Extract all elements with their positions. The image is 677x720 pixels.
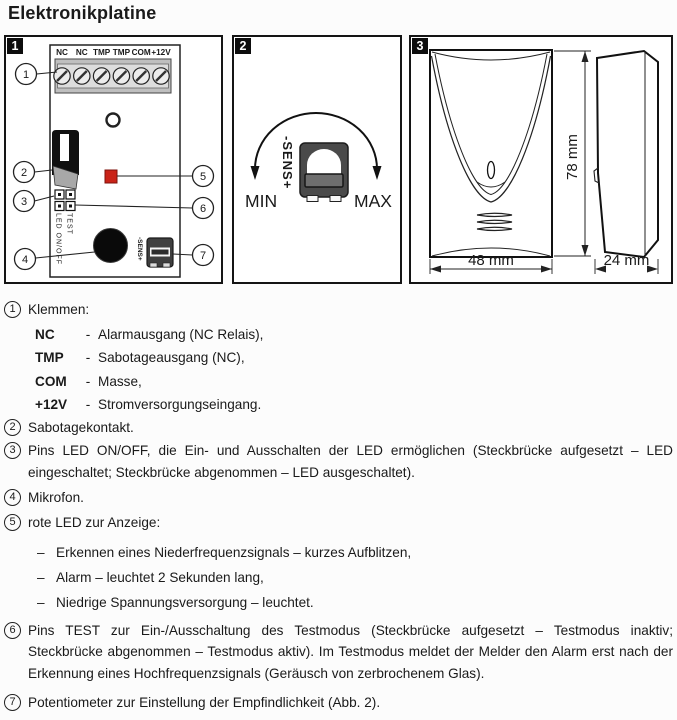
terminal-label-nc2: NC	[75, 48, 88, 57]
housing-diagram	[409, 35, 673, 284]
term-com-desc: Masse,	[98, 373, 142, 389]
legend-item-7-text: Potentiometer zur Einstellung der Empfindlichkeit (Abb. 2).	[28, 695, 381, 711]
bullet-dash: –	[37, 594, 45, 610]
term-row-12v	[35, 393, 673, 416]
legend-marker-4: 4	[4, 489, 21, 506]
terminal-definitions	[35, 323, 673, 417]
legend-marker-7: 7	[4, 694, 21, 711]
legend-marker-1: 1	[4, 301, 21, 318]
legend-item-7	[4, 692, 673, 714]
led-bullet-2	[28, 565, 673, 590]
red-led	[105, 170, 117, 183]
term-row-com	[35, 370, 673, 393]
max-label: MAX	[354, 191, 392, 211]
legend-item-2-text: Sabotagekontakt.	[28, 419, 134, 435]
panel1-number-badge: 1	[7, 38, 23, 54]
legend-marker-5: 5	[4, 514, 21, 531]
terminal-label-tmp1: TMP	[92, 48, 111, 57]
term-12v-desc: Stromversorgungseingang.	[98, 397, 262, 413]
jumper-label-led-onoff: LED ON/OFF	[54, 213, 62, 266]
led-behaviour-list	[28, 540, 673, 615]
jumper-label-test: TEST	[65, 213, 73, 235]
legend-item-1	[4, 299, 673, 417]
sensitivity-diagram	[232, 35, 402, 284]
term-12v: +12V	[35, 397, 68, 413]
pcb-hole	[107, 114, 120, 127]
depth-dim-label: 24 mm	[603, 252, 650, 269]
dash: -	[85, 350, 91, 366]
panel2-number-badge: 2	[235, 38, 251, 54]
term-tmp-desc: Sabotageausgang (NC),	[98, 350, 245, 366]
housing-front-view	[430, 50, 552, 257]
callout-1: 1	[22, 68, 30, 81]
terminal-label-tmp2: TMP	[112, 48, 131, 57]
bullet-dash: –	[37, 544, 45, 560]
legend-item-4	[4, 487, 673, 509]
callout-6: 6	[199, 202, 207, 215]
led-bullet-2-text: Alarm – leuchtet 2 Sekunden lang,	[56, 569, 264, 585]
legend-item-2	[4, 417, 673, 439]
term-tmp: TMP	[35, 350, 64, 366]
sens-label: -SENS+	[280, 136, 295, 190]
legend-marker-2: 2	[4, 419, 21, 436]
terminal-label-com: COM	[131, 48, 151, 57]
callout-4: 4	[21, 253, 29, 266]
terminal-label-nc1: NC	[56, 48, 68, 57]
term-nc-desc: Alarmausgang (NC Relais),	[98, 327, 264, 342]
legend-item-6-text: Pins TEST zur Ein-/Ausschaltung des Testmodus (Steckbrücke aufgesetzt – Testmodus inaktiv; Steckbrücke abgenommen – Testmodus aktiv). Im Testmodus meldet der Melder den Alarm erst nach der Erkennung eines Hochfrequenzsignals (Geräusch von zerbrochenem Glas).	[28, 622, 673, 681]
width-dim-label: 48 mm	[468, 252, 514, 269]
height-dim-label: 78 mm	[564, 134, 581, 180]
pcb-potentiometer	[147, 238, 173, 267]
terminal-block	[54, 59, 171, 93]
term-com: COM	[35, 373, 67, 389]
pcb-diagram	[4, 35, 223, 284]
legend-item-4-text: Mikrofon.	[28, 489, 84, 505]
term-row-nc	[35, 323, 673, 346]
potentiometer	[300, 143, 348, 202]
legend-marker-6: 6	[4, 622, 21, 639]
legend-marker-3: 3	[4, 442, 21, 459]
figure-panel-housing	[409, 35, 673, 284]
legend-item-3-text: Pins LED ON/OFF, die Ein- und Ausschalten der LED ermöglichen (Steckbrücke aufgesetzt – LED eingeschaltet; Steckbrücke abgenommen – LED ausgeschaltet).	[28, 442, 673, 480]
figure-panel-sensitivity	[232, 35, 402, 284]
legend-item-3	[4, 440, 673, 484]
tamper-contact	[52, 130, 79, 189]
housing-side-view	[594, 51, 658, 257]
page-title: Elektronikplatine	[8, 3, 157, 23]
callout-2: 2	[20, 166, 28, 179]
led-bullet-3-text: Niedrige Spannungsversorgung – leuchtet.	[56, 594, 314, 610]
panel3-number-badge: 3	[412, 38, 428, 54]
legend	[4, 299, 673, 714]
callout-5: 5	[199, 170, 207, 183]
legend-item-1-label: Klemmen:	[28, 302, 90, 317]
min-label: MIN	[245, 191, 278, 211]
callout-3: 3	[20, 195, 28, 208]
led-bullet-3	[28, 590, 673, 615]
legend-item-6	[4, 620, 673, 685]
dash: -	[85, 373, 91, 389]
bullet-dash: –	[37, 569, 45, 585]
term-nc: NC	[35, 327, 55, 342]
dash: -	[85, 327, 91, 342]
legend-item-5-label: rote LED zur Anzeige:	[28, 514, 161, 530]
callout-7: 7	[199, 249, 207, 262]
microphone	[94, 229, 128, 263]
led-bullet-1	[28, 540, 673, 565]
terminal-label-12v: +12V	[151, 48, 171, 57]
legend-item-5	[4, 512, 673, 615]
led-bullet-1-text: Erkennen eines Niederfrequenzsignals – kurzes Aufblitzen,	[56, 544, 412, 560]
term-row-tmp	[35, 346, 673, 369]
pcb-pot-sens-label: -SENS+	[136, 237, 143, 261]
figure-panel-pcb	[4, 35, 223, 284]
dash: -	[85, 397, 91, 413]
